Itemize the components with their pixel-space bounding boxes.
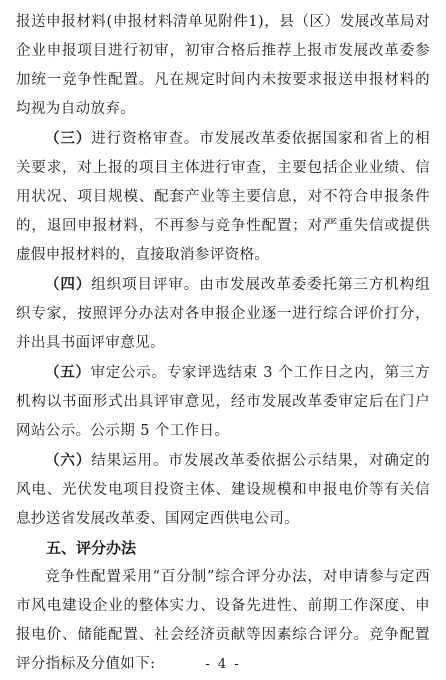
section-heading-scoring-method: 五、评分办法 <box>46 539 137 557</box>
paragraph-qualification-review <box>16 124 430 270</box>
paragraph-approval-publicity <box>16 358 430 446</box>
paragraph-submission: 报送申报材料(申报材料清单见附件1)，县（区）发展改革局对企业申报项目进行初审，初审合格后推荐上报市发展改革委参加统一竞争性配置。凡在规定时间内未按要求报送申报材料的均视为自动放弃。 <box>16 14 430 117</box>
paragraph-result-application <box>16 446 430 534</box>
paragraph-scoring-intro: 竞争性配置采用“百分制”综合评分办法，对申请参与定西市风电建设企业的整体实力、设备先进性、前期工作深度、申报电价、储能配置、社会经济贡献等因素综合评分。竞争配置评分指标及分值如下: <box>16 569 430 672</box>
paragraph-qualification-review-text: 进行资格审查。市发展改革委依据国家和省上的相关要求，对上报的项目主体进行审查，主要包括企业业绩、信用状况、项目规模、配套产业等主要信息，对不符合申报条件的，退回申报材料，不再参与竞争性配置；对严重失信或提供虚假申报材料的，直接取消参评资格。 <box>16 131 430 263</box>
section-marker-5: （五） <box>45 364 91 381</box>
section-marker-4: （四） <box>45 276 92 293</box>
paragraph-approval-publicity-text: 审定公示。专家评选结束 3 个工作日之内，第三方机构以书面形式出具评审意见，经市发展改革委审定后在门户网站公示。公示期 5 个工作日。 <box>16 365 431 439</box>
paragraph-result-application-text: 结果运用。市发展改革委依据公示结果，对确定的风电、光伏发电项目投资主体、建设规模和申报电价等有关信息抄送省发展改革委、国网定西供电公司。 <box>16 453 430 527</box>
section-marker-6: （六） <box>45 452 92 469</box>
section-marker-3: （三） <box>45 130 92 147</box>
page-number: - 4 - <box>205 657 241 672</box>
paragraph-project-evaluation-text: 组织项目评审。由市发展改革委委托第三方机构组织专家，按照评分办法对各申报企业逐一进行综合评价打分，并出具书面评审意见。 <box>16 277 430 351</box>
paragraph-project-evaluation <box>16 270 430 358</box>
